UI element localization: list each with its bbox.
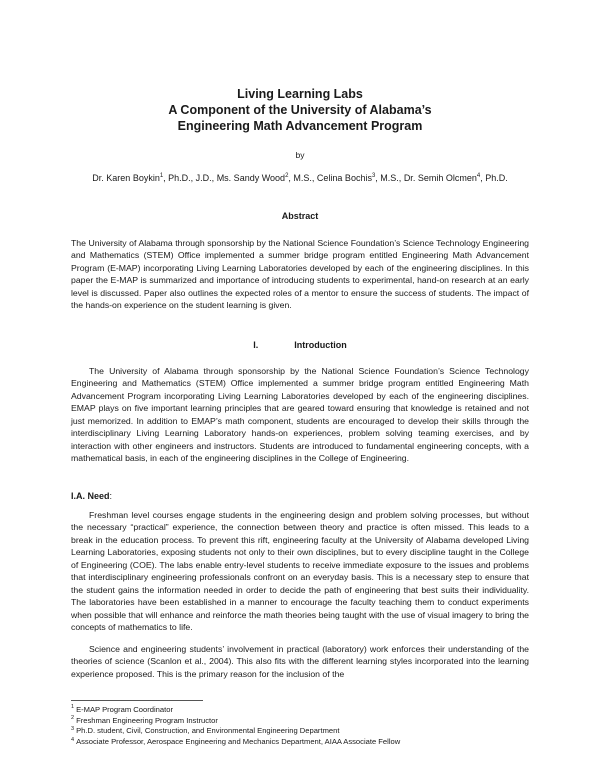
author-1: Dr. Karen Boykin$^1$, Ph.D., J.D., xyxy=(92,173,217,183)
need-subheading: I.A. Need: xyxy=(71,491,113,501)
author-2: Ms. Sandy Wood$^2$, M.S., xyxy=(216,173,317,183)
footnote-3: $^3$ Ph.D. student, Civil, Construction, and Environmental Engineering Department xyxy=(71,725,340,736)
introduction-heading xyxy=(0,340,600,350)
section-number: I. xyxy=(253,340,259,350)
footnote-separator xyxy=(71,700,203,701)
section-title: Introduction xyxy=(294,340,347,350)
need-paragraph-1: Freshman level courses engage students in the engineering design and problem solving processes, but without the necessary “practical” experience, the connection between theory and practice is often missed. This leads to a break in the education process. To prevent this rift, engineering faculty at the University of Alabama developed Living Learning Laboratories, exposing students not only to their own disciplines, but to every discipline taught in the College of Engineering (COE). The labs enable entry-level students to receive immediate exposure to the issues and problems that interdisciplinary engineering professionals confront on an everyday basis. This is a necessary step to ensure that the student gains the information needed in order to decide the path of engineering that best suits their individuality. The laboratories have been established in a manner to encourage the faculty teaching them to conduct experiments when possible that will enhance and reinforce the math theories being taught with the use of visual imagery to bring the concepts of mathematics to life. xyxy=(71,510,529,633)
title-line-3: Engineering Math Advancement Program xyxy=(177,119,423,133)
footnote-2: $^2$ Freshman Engineering Program Instructor xyxy=(71,715,218,725)
title-line-2: A Component of the University of Alabama’s xyxy=(168,103,432,117)
footnote-4: $^4$ Associate Professor, Aerospace Engineering and Mechanics Department, AIAA Associate Fellow xyxy=(71,736,401,747)
footnote-1: $^1$ E-MAP Program Coordinator xyxy=(71,704,173,714)
by-line: by xyxy=(295,150,305,160)
abstract-text: The University of Alabama through sponsorship by the National Science Foundation’s Science Technology Engineering and Mathematics (STEM) Office implemented a summer bridge program entitled Engineering Math Advancement Program (E-MAP) incorporating Living Learning Laboratories developed by each of the engineering disciplines. In this paper the E-MAP is summarized and importance of introducing students to experimental, hand-on research at an early level is discussed. Paper also outlines the expected roles of a mentor to ensure the success of students. The impact of the hands-on experience on the student learning is given. xyxy=(71,238,529,311)
need-paragraph-2: Science and engineering students’ involvement in practical (laboratory) work enforces their understanding of the theories of science (Scanlon et al., 2004). This also fits with the different learning styles incorporated into the learning experience proposed. This is the primary reason for the inclusion of the xyxy=(71,644,529,679)
title-line-1: Living Learning Labs xyxy=(237,87,363,101)
footnotes xyxy=(71,705,531,748)
author-4: Dr. Semih Olcmen$^4$, Ph.D. xyxy=(403,173,508,183)
abstract-heading: Abstract xyxy=(281,211,319,221)
author-list xyxy=(0,172,600,184)
paper-title xyxy=(0,86,600,134)
introduction-text: The University of Alabama through sponsorship by the National Science Foundation’s Science Technology Engineering and Mathematics (STEM) Office implemented a summer bridge program entitled Engineering Math Advancement Program incorporating Living Learning Laboratories developed by each of the engineering disciplines. EMAP plays on five important learning principles that are geared toward ensuring that knowledge is retained and not just memorized. In addition to EMAP’s math component, students are encouraged to develop their skills through the interdisciplinary Living Learning Laboratory hands-on experiences, problem solving teaming exercises, and by interaction with other engineers and instructors. Students are introduced to fundamental engineering concepts, with a mathematical basis, in each of the engineering disciplines in the College of Engineering. xyxy=(71,366,529,464)
author-3: Celina Bochis$^3$, M.S., xyxy=(316,173,404,183)
